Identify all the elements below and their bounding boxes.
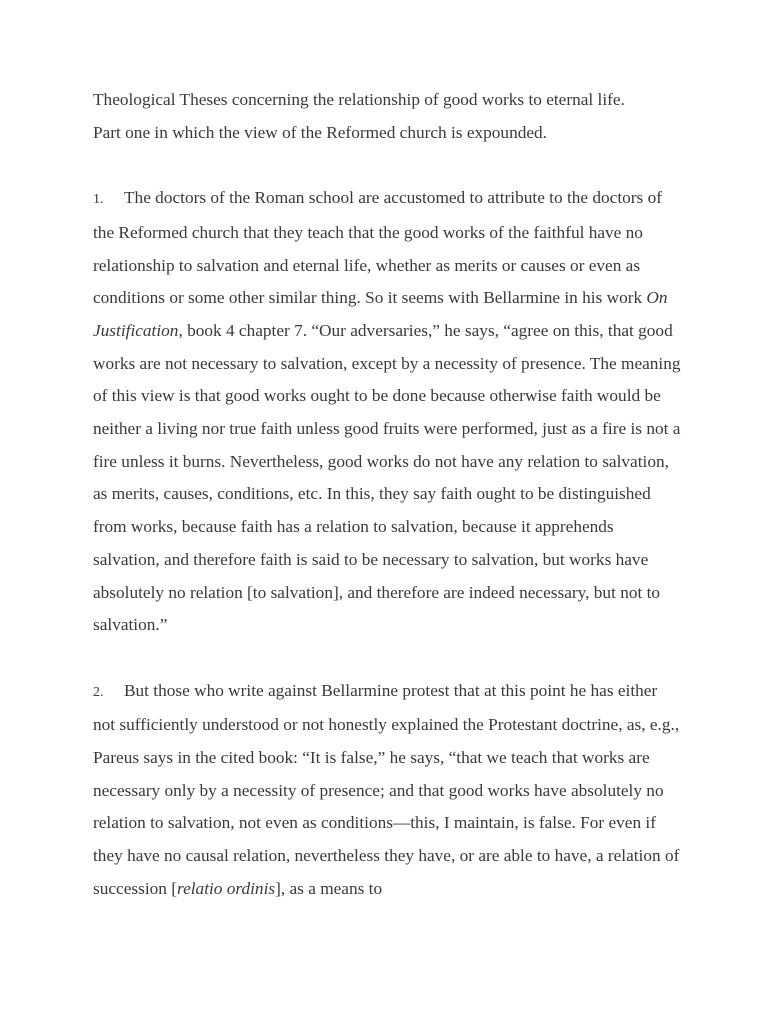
thesis-number-2: 2. [93, 684, 104, 700]
document-page [93, 84, 683, 938]
thesis-2-text-a: But those who write against Bellarmine protest that at this point he has either not sufficiently understood or not honestly explained the Protestant doctrine, as, e.g., Pareus says in the cited book: “It is false,” he says, “that we teach that works are necessary only by a necessity of presence; and that good works have absolutely no relation to salvation, not even as conditions—this, I maintain, is false. For even if they have no causal relation, nevertheless they have, or are able to have, a relation of succession [ [93, 680, 680, 898]
document-heading [93, 84, 683, 149]
heading-line-1: Theological Theses concerning the relationship of good works to eternal life. [93, 90, 625, 109]
thesis-paragraph-1 [93, 182, 683, 642]
heading-line-2: Part one in which the view of the Reformed church is expounded. [93, 122, 547, 142]
thesis-1-text-b: , book 4 chapter 7. “Our adversaries,” he says, “agree on this, that good works are not necessary to salvation, except by a necessity of presence. The meaning of this view is that good works ought to be done because otherwise faith would be neither a living nor true faith unless good fruits were performed, just as a fire is not a fire unless it burns. Nevertheless, good works do not have any relation to salvation, as merits, causes, conditions, etc. In this, they say faith ought to be distinguished from works, because faith has a relation to salvation, because it apprehends salvation, and therefore faith is said to be necessary to salvation, but works have absolutely no relation [to salvation], and therefore are indeed necessary, but not to salvation.” [93, 320, 681, 635]
thesis-1-text-a: The doctors of the Roman school are accustomed to attribute to the doctors of the Reformed church that they teach that the good works of the faithful have no relationship to salvation and eternal life, whether as merits or causes or even as conditions or some other similar thing. So it seems with Bellarmine in his work [93, 188, 662, 308]
thesis-paragraph-2 [93, 675, 683, 906]
thesis-2-text-b: ], as a means to [275, 878, 383, 898]
thesis-number-1: 1. [93, 192, 104, 208]
thesis-2-italic-term: relatio ordinis [177, 878, 276, 898]
thesis-1-italic-title: On Justification [93, 288, 668, 340]
